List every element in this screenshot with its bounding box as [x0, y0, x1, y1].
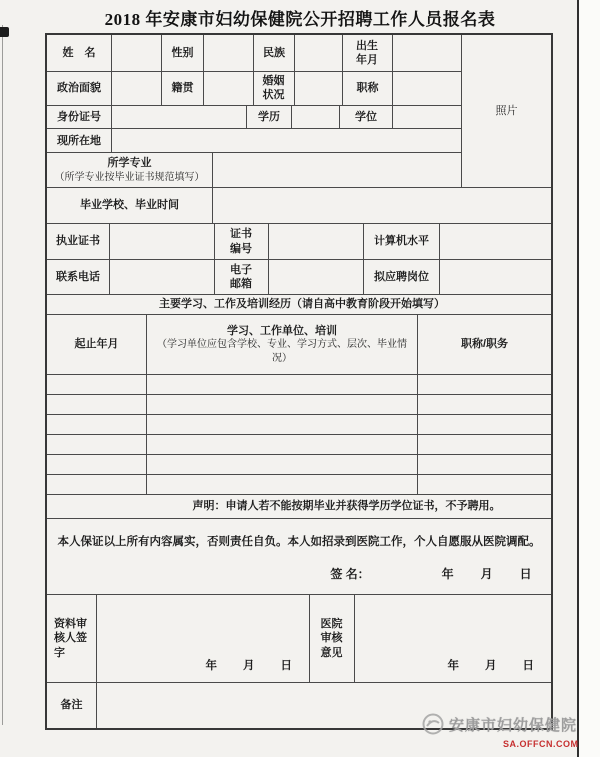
- experience-title-cell: [418, 475, 551, 494]
- experience-period-cell: [47, 475, 147, 494]
- prof-title-value-cell: [393, 72, 462, 105]
- ethnic-value-cell: [295, 35, 343, 71]
- name-value-cell: [112, 35, 162, 71]
- experience-unit-cell: [147, 375, 418, 394]
- experience-row: [47, 415, 551, 435]
- guarantee-text: 本人保证以上所有内容属实，否则责任自负。本人如招录到医院工作，个人自愿服从医院调配。: [57, 536, 541, 548]
- scan-page-margin: [579, 0, 600, 757]
- birth-label: 出生年月: [356, 39, 378, 66]
- experience-unit-cell: [147, 475, 418, 494]
- row-contact: [47, 260, 551, 295]
- education-value-cell: [292, 106, 340, 129]
- computer-label-cell: [364, 224, 440, 259]
- education-label: 学历: [258, 110, 280, 123]
- major-note: （所学专业按毕业证书规范填写）: [54, 171, 205, 183]
- marital-value-cell: [295, 72, 343, 105]
- political-value-cell: [112, 72, 162, 105]
- degree-label: 学位: [355, 110, 377, 123]
- row-certificate: [47, 224, 551, 260]
- remarks-label: 备注: [60, 699, 83, 712]
- row-school: [47, 188, 551, 224]
- experience-period-cell: [47, 395, 147, 414]
- prof-title-label-cell: [343, 72, 393, 105]
- experience-section-header: [47, 295, 551, 315]
- top-section: [47, 35, 551, 188]
- reviewer-signature-cell: [97, 595, 310, 682]
- practice-cert-value-cell: [110, 224, 215, 259]
- cert-no-label: 证书编号: [230, 228, 252, 255]
- gender-label: 性别: [171, 46, 194, 59]
- scan-edge-right: [577, 0, 579, 757]
- cert-no-value-cell: [269, 224, 364, 259]
- experience-row: [47, 475, 551, 495]
- hospital-watermark-text: 安康市妇幼保健院: [449, 716, 578, 734]
- name-label: 姓 名: [62, 46, 96, 59]
- phone-label-cell: [47, 260, 110, 294]
- gender-label-cell: [162, 35, 204, 71]
- practice-cert-label: 执业证书: [56, 235, 100, 248]
- political-label: 政治面貌: [57, 82, 101, 94]
- experience-period-header: [47, 315, 147, 374]
- native-label: 籍贯: [171, 82, 194, 94]
- experience-title-cell: [418, 375, 551, 394]
- experience-row: [47, 375, 551, 395]
- site-url-watermark: SA.OFFCN.COM: [503, 739, 579, 749]
- unit-header-note: （学习单位应包含学校、专业、学习方式、层次、毕业情况）: [157, 339, 407, 364]
- hospital-watermark: [421, 712, 577, 736]
- cert-no-label-cell: [215, 224, 269, 259]
- prof-title-label: 职称: [356, 82, 379, 94]
- native-value-cell: [204, 72, 254, 105]
- experience-title-cell: [418, 435, 551, 454]
- school-label: 毕业学校、毕业时间: [80, 199, 179, 212]
- row-basic-1: [47, 35, 462, 72]
- experience-row: [47, 435, 551, 455]
- major-label-cell: [47, 153, 213, 187]
- computer-label: 计算机水平: [374, 235, 429, 248]
- education-label-cell: [247, 106, 292, 129]
- native-label-cell: [162, 72, 204, 105]
- computer-value-cell: [440, 224, 551, 259]
- major-label: 所学专业: [107, 157, 152, 170]
- experience-unit-cell: [147, 435, 418, 454]
- experience-section-cell: [47, 297, 551, 311]
- hospital-label-cell: [310, 595, 355, 682]
- signature-label: 签 名：: [330, 567, 370, 581]
- top-left-rows: [47, 35, 462, 187]
- experience-title-cell: [418, 395, 551, 414]
- id-value-cell: [112, 106, 247, 129]
- hospital-opinion-cell: [355, 595, 551, 682]
- major-value-cell: [213, 153, 462, 187]
- position-label: 拟应聘岗位: [374, 270, 429, 283]
- declaration-row: [47, 495, 551, 519]
- declaration-text: 声明：申请人若不能按期毕业并获得学历学位证书，不予聘用。: [192, 500, 501, 513]
- review-row: [47, 595, 551, 683]
- experience-title-cell: [418, 415, 551, 434]
- title-header-label: 职称/职务: [460, 338, 509, 351]
- school-value-cell: [213, 188, 551, 223]
- marital-label: 婚姻状况: [262, 74, 285, 102]
- experience-row: [47, 395, 551, 415]
- experience-header-row: [47, 315, 551, 375]
- experience-unit-cell: [147, 395, 418, 414]
- row-major: [47, 153, 462, 187]
- ethnic-label-cell: [254, 35, 295, 71]
- reviewer-date-label: 年 月 日: [205, 660, 293, 672]
- school-label-cell: [47, 188, 213, 223]
- experience-unit-header: [147, 315, 418, 374]
- experience-title-header: [418, 315, 551, 374]
- location-value-cell: [112, 129, 462, 152]
- location-label: 现所在地: [57, 134, 101, 147]
- application-form-table: [45, 33, 553, 730]
- id-label: 身份证号: [57, 110, 101, 123]
- practice-cert-label-cell: [47, 224, 110, 259]
- guarantee-cell: [47, 519, 551, 594]
- unit-header-label: 学习、工作单位、培训: [227, 324, 337, 337]
- degree-label-cell: [340, 106, 393, 129]
- phone-value-cell: [110, 260, 215, 294]
- period-header-label: 起止年月: [74, 338, 119, 351]
- hospital-label: 医院审核意见: [320, 618, 343, 659]
- id-label-cell: [47, 106, 112, 129]
- email-value-cell: [269, 260, 364, 294]
- experience-empty-rows: [47, 375, 551, 495]
- experience-row: [47, 455, 551, 475]
- remarks-label-cell: [47, 683, 97, 728]
- birth-value-cell: [393, 35, 462, 71]
- form-title: 2018 年安康市妇幼保健院公开招聘工作人员报名表: [104, 10, 496, 29]
- reviewer-label: 资料审核人签字: [54, 618, 87, 659]
- experience-period-cell: [47, 415, 147, 434]
- position-value-cell: [440, 260, 551, 294]
- reviewer-label-cell: [47, 595, 97, 682]
- location-label-cell: [47, 129, 112, 152]
- signature-date-label: 年 月 日: [441, 567, 533, 581]
- political-label-cell: [47, 72, 112, 105]
- ethnic-label: 民族: [263, 46, 285, 59]
- experience-period-cell: [47, 455, 147, 474]
- experience-period-cell: [47, 375, 147, 394]
- email-label-cell: [215, 260, 269, 294]
- row-basic-2: [47, 72, 462, 106]
- birth-label-cell: [343, 35, 393, 71]
- guarantee-row: [47, 519, 551, 595]
- row-id: [47, 106, 462, 130]
- position-label-cell: [364, 260, 440, 294]
- marital-label-cell: [254, 72, 295, 105]
- photo-label: 照片: [495, 104, 518, 117]
- degree-value-cell: [393, 106, 462, 129]
- row-location: [47, 129, 462, 153]
- experience-unit-cell: [147, 455, 418, 474]
- scan-edge-left: [2, 25, 3, 725]
- experience-unit-cell: [147, 415, 418, 434]
- name-label-cell: [47, 35, 112, 71]
- hospital-logo-icon: [421, 712, 445, 736]
- gender-value-cell: [204, 35, 254, 71]
- declaration-cell: [47, 495, 551, 518]
- signature-line: [65, 565, 532, 582]
- experience-section-title: 主要学习、工作及培训经历（请自高中教育阶段开始填写）: [159, 298, 445, 311]
- email-label: 电子邮箱: [230, 263, 252, 290]
- hospital-date-label: 年 月 日: [447, 660, 535, 672]
- phone-label: 联系电话: [56, 270, 100, 283]
- photo-cell: [462, 35, 551, 187]
- experience-period-cell: [47, 435, 147, 454]
- experience-title-cell: [418, 455, 551, 474]
